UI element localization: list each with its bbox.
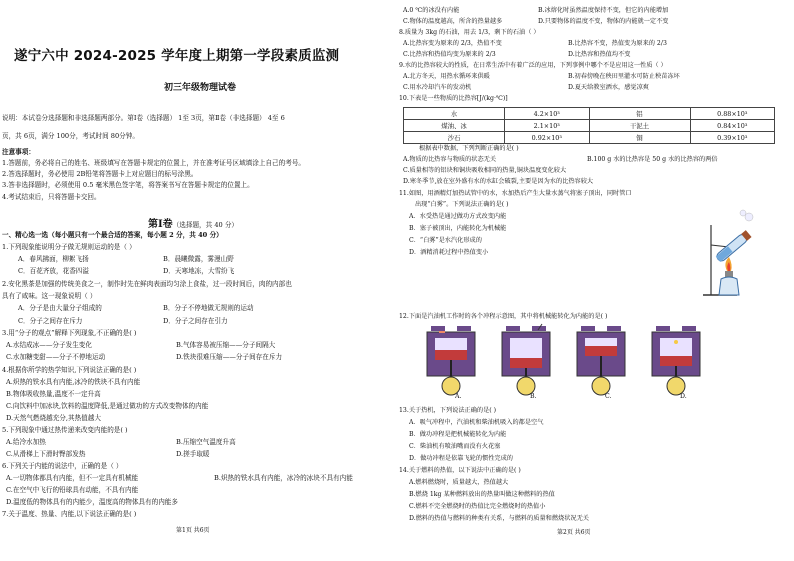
q8-option-a: A.比热容变为原来的 2/3，热值不变	[403, 40, 502, 47]
table-cell: 煤油、冰	[404, 120, 505, 132]
q7-option-d: D.只要物体的温度不变，物体的内能就一定不变	[538, 18, 669, 25]
q4-option-b: B.物体吸收热量,温度不一定升高	[6, 390, 101, 398]
q10-option-b: B.100 g 水的比热容是 50 g 水的比热容的两倍	[587, 156, 718, 163]
table-cell: 铜	[589, 132, 690, 144]
q9-options-row2	[403, 83, 723, 93]
engine-stroke-a	[427, 326, 475, 395]
q11-option-d: D．酒精消耗过程中热值变小	[409, 249, 489, 256]
q6-option-a: A.一切物体都具有内能，但不一定具有机械能	[6, 474, 139, 482]
q5-option-b: B.压缩空气温度升高	[176, 438, 236, 446]
notice-title: 注意事项：	[2, 148, 35, 156]
q1-stem: 1.下列现象能说明分子做无规则运动的是（ ）	[2, 243, 136, 251]
notice-4: 4.考试结束后，只将答题卡交回。	[2, 193, 101, 201]
right-footer: 第2页 共6页	[557, 529, 591, 536]
instructions-line-1: 说明：本试卷分选择题和非选择题两部分。第Ⅰ卷（选择题） 1至 3页，第Ⅱ卷（非选择题） 4至 6	[2, 114, 285, 122]
exam-title: 遂宁六中 2024-2025 学年度上期第一学段素质监测	[14, 48, 340, 64]
q6-stem: 6.下列关于内能的说法中，正确的是（ ）	[2, 462, 123, 470]
q6-option-b: B.炽热的铁水具有内能，冰冷的冰块不具有内能	[214, 474, 353, 482]
table-row	[404, 132, 775, 144]
q3-option-b: B.气体容易被压缩——分子间隔大	[176, 341, 276, 349]
q8-option-c: C.比热容和热值均变为原来的 2/3	[403, 51, 496, 58]
q2-stem: 2.安化黑茶是加强的传统美食之一，制作时先在鲜肉表面均匀涂上食盐，过一段时间后，肉的内部也	[2, 280, 292, 288]
q9-options-row1	[403, 72, 723, 82]
notice-2: 2.答选择题时，务必使用 2B铅笔将答题卡上对应题目的标号涂黑。	[2, 170, 198, 178]
table-cell: 沙石	[404, 132, 505, 144]
q10-option-d: D.寒冬季节,放在室外盛有水的水缸会破裂,主要是因为水的比热容较大	[403, 178, 594, 185]
q10-option-a: A.物质的比热容与物质的状态无关	[403, 156, 497, 163]
q3-stem: 3.用“分子的观点”解释下列现象,不正确的是( )	[2, 329, 137, 337]
q2-options-row1	[18, 303, 308, 314]
engine-stroke-b	[502, 324, 550, 395]
q9-option-c: C.用水冷却汽车的发动机	[403, 84, 472, 91]
q11-option-c: C．“白雾”是水汽化形成的	[409, 237, 482, 244]
q1-option-a: A．春风拂面，柳絮飞扬	[18, 255, 89, 263]
q13-stem: 13.关于热机，下列说法正确的是( )	[399, 407, 497, 414]
q13-option-a: A．吸气冲程中，汽油机和柴油机吸入的都是空气	[409, 419, 544, 426]
q11-stem-cont: 出现“白雾”。下列说法正确的是( )	[415, 201, 509, 208]
q9-option-d: D.夏天给教室洒水，感觉凉爽	[568, 84, 649, 91]
q8-option-b: B.比热容不变，热值变为原来的 2/3	[568, 40, 667, 47]
q2-option-c: C．分子之间存在斥力	[18, 317, 83, 325]
engine-stroke-c	[577, 326, 625, 395]
q4-option-c: C.向饮料中加冰块,饮料的温度降低,是通过做功的方式改变物体的内能	[6, 402, 209, 410]
part-heading: 一、精心选一选（每小题只有一个最合适的答案，每小题 2 分，共 40 分）	[2, 231, 223, 239]
q6-option-d: D.温度低的物体具有的内能少，温度高的物体具有的内能多	[6, 498, 178, 506]
q11-stem: 11.如图，用酒精灯加热试管中的水，水加热后产生大量水蒸气将塞子顶出，同时管口	[399, 190, 632, 197]
q1-options-row1	[18, 254, 308, 265]
q2-options-row2	[18, 316, 308, 327]
table-cell: 4.2×10³	[505, 108, 590, 120]
q2-option-a: A．分子是由大量分子组成的	[18, 304, 102, 312]
q1-option-b: B．晨曦微露，雾漫山野	[163, 255, 234, 263]
specific-heat-table	[403, 107, 775, 144]
q7-option-c: C.物体的温度越高，所含的热量越多	[403, 18, 503, 25]
table-row	[404, 120, 775, 132]
engine-strokes-svg	[419, 326, 719, 406]
q8-options-row2	[403, 50, 723, 60]
section-title: 第Ⅰ卷	[148, 219, 173, 230]
q6-option-c: C.在空气中飞行的铅球具有动能，不具有内能	[6, 486, 139, 494]
q11-option-b: B．塞子被顶出，内能转化为机械能	[409, 225, 507, 232]
left-footer: 第1页 共6页	[176, 527, 210, 534]
q5-stem: 5.下列现象中通过热传递来改变内能的是( )	[2, 426, 128, 434]
alcohol-lamp-test-tube-figure	[697, 205, 757, 297]
table-cell: 0.92×10³	[505, 132, 590, 144]
q4-stem: 4.根据你所学的热学知识,下列说法正确的是( )	[2, 366, 137, 374]
q2-option-b: B．分子不停地做无规则的运动	[163, 304, 254, 312]
table-row	[404, 108, 775, 120]
q10-prompt: 根据表中数据，下列判断正确的是( )	[419, 145, 519, 152]
engine-label-a: A.	[455, 393, 462, 400]
q13-option-b: B．做功冲程是把机械能转化为内能	[409, 431, 507, 438]
q3-options-row2	[6, 352, 321, 363]
engine-label-d: D.	[680, 393, 687, 400]
q8-option-d: D.比热容和热值均不变	[568, 51, 631, 58]
table-cell: 铝	[589, 108, 690, 120]
q5-options-row2	[6, 449, 321, 460]
q5-option-d: D.搓手取暖	[176, 450, 210, 458]
q12-stem: 12.下面是汽油机工作时的各个冲程示意图，其中将机械能转化为内能的是( )	[399, 313, 608, 320]
q14-option-a: A.燃料燃烧时，质量越大，热值越大	[409, 479, 509, 486]
q14-option-c: C.燃料不完全燃烧时的热值比完全燃烧时的热值小	[409, 503, 546, 510]
q3-option-c: C.水加糖变甜——分子不停地运动	[6, 353, 106, 361]
q1-option-d: D．天寒地冻，大雪纷飞	[163, 267, 235, 275]
exam-subtitle: 初三年级物理试卷	[164, 83, 237, 93]
table-cell: 2.1×10³	[505, 120, 590, 132]
q7-option-b: B.冰熔化时虽然温度保持不变，但它的内能增加	[538, 7, 669, 14]
notice-1: 1.答题前，务必将自己的姓名、班级填写在答题卡规定的位置上，并在准考证号区域填涂上自己的考号。	[2, 159, 306, 167]
engine-stroke-d	[652, 326, 700, 395]
engine-strokes-figure	[419, 326, 719, 410]
table-cell: 0.88×10³	[690, 108, 775, 120]
q10-option-c: C.质量相等的铝块和铜块吸收相同的热量,铜块温度变化较大	[403, 167, 567, 174]
instructions-line-2: 页，共 6页，满分 100分，考试时间 80分钟。	[2, 132, 139, 140]
q2-option-d: D．分子之间存在引力	[163, 317, 228, 325]
q8-options-row1	[403, 39, 723, 49]
q7-options-row1	[403, 6, 693, 16]
q9-option-a: A.北方冬天，用热水循环来供暖	[403, 73, 490, 80]
q11-option-a: A．水受热是通过做功方式改变内能	[409, 213, 507, 220]
q9-option-b: B.初春傍晚在秧田里灌水可防止秧苗冻坏	[568, 73, 680, 80]
q10-stem: 10.下表是一些物质的比热容[J/(kg·℃)]	[399, 95, 508, 102]
engine-label-b: B.	[530, 393, 537, 400]
table-cell: 0.39×10³	[690, 132, 775, 144]
q7-option-a: A.0 ℃的冰没有内能	[403, 7, 460, 14]
q5-option-c: C.从滑梯上下滑时臀部发热	[6, 450, 86, 458]
q14-stem: 14.关于燃料的热值，以下说法中正确的是( )	[399, 467, 521, 474]
q3-options-row1	[6, 340, 321, 351]
q9-stem: 9.水的比热容较大的性质，在日常生活中有着广泛的应用，下列事例中哪个不是应用这一性质（ ）	[399, 62, 667, 69]
right-page	[397, 0, 794, 561]
engine-label-c: C.	[605, 393, 612, 400]
q3-option-a: A.水结成冰——分子发生变化	[6, 341, 92, 349]
q8-stem: 8.质量为 3kg 的石油，用去 1/3，剩下的石油（ ）	[399, 29, 540, 36]
q4-option-a: A.炽热的铁水具有内能,冰冷的铁块不具有内能	[6, 378, 141, 386]
table-cell: 水	[404, 108, 505, 120]
section-heading	[148, 212, 238, 231]
q14-option-d: D.燃料的热值与燃料的种类有关系，与燃料的质量和燃烧状况无关	[409, 515, 589, 522]
section-sub: （选择题，共 40 分）	[172, 221, 239, 229]
q5-option-a: A.给冷水加热	[6, 438, 46, 446]
q4-option-d: D.天然气燃烧越充分,其热值越大	[6, 414, 101, 422]
q7-stem: 7.关于温度、热量、内能,以下说法正确的是( )	[2, 510, 137, 518]
q2-stem-cont: 具有了咸味。这一现象说明（ ）	[2, 292, 97, 300]
q5-options-row1	[6, 437, 321, 448]
q1-option-c: C．百花齐放，花香四溢	[18, 267, 89, 275]
q14-option-b: B.燃烧 1kg 某种燃料放出的热量叫做这种燃料的热值	[409, 491, 555, 498]
table-cell: 0.84×10³	[690, 120, 775, 132]
q7-options-row2	[403, 17, 693, 27]
q1-options-row2	[18, 266, 308, 277]
q3-option-d: D.铁块很难压缩——分子间存在斥力	[176, 353, 283, 361]
notice-3: 3.答非选择题时，必须使用 0.5 毫米黑色签字笔，将答案书写在答题卡规定的位置上。	[2, 181, 254, 189]
q13-option-c: C．柴油机有喷油嘴而没有火花塞	[409, 443, 501, 450]
q13-option-d: D．做功冲程是依靠飞轮的惯性完成的	[409, 455, 513, 462]
table-cell: 干泥土	[589, 120, 690, 132]
